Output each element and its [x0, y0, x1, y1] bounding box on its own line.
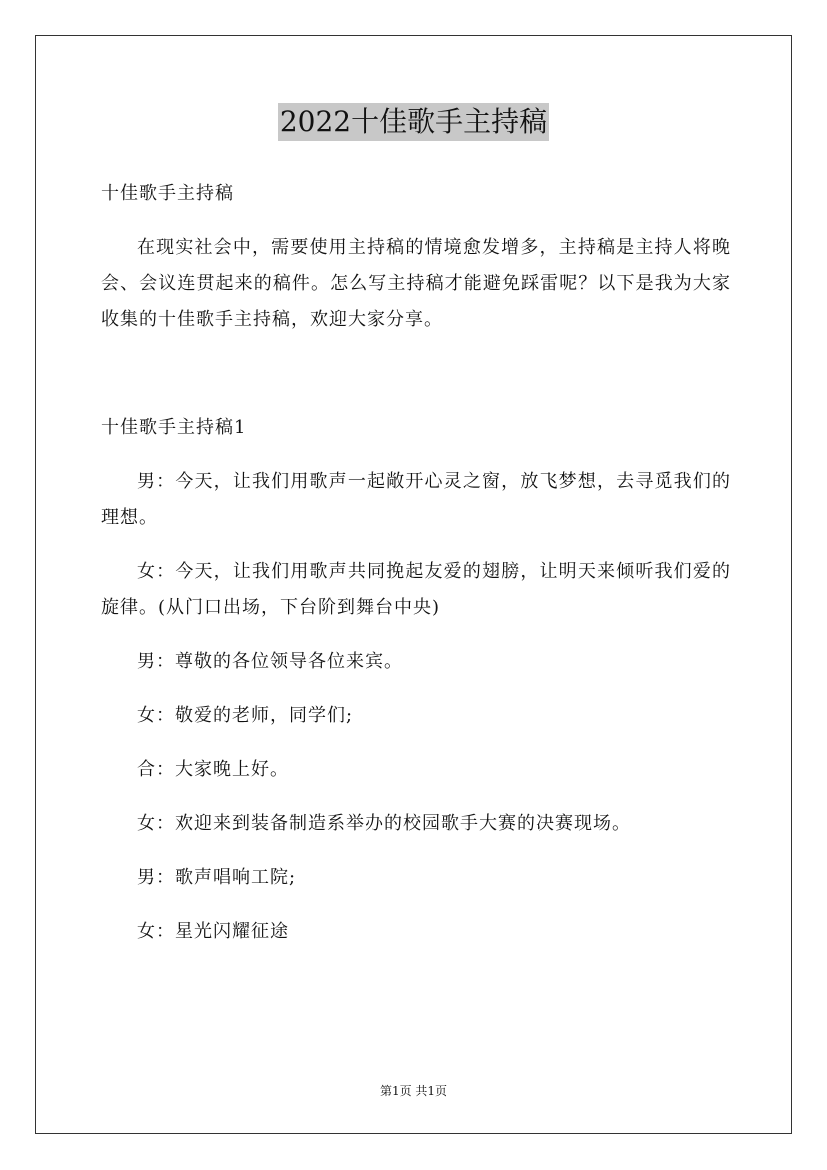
- dialogue-line: 女：敬爱的老师，同学们;: [137, 705, 354, 726]
- dialogue-line: 男：尊敬的各位领导各位来宾。: [137, 651, 403, 672]
- dialogue-line: 女：今天，让我们用歌声共同挽起友爱的翅膀，让明天来倾听我们爱的旋律。(从门口出场，下台阶到舞台中央): [101, 561, 731, 618]
- title-container: [0, 103, 827, 141]
- page-footer: [0, 1082, 827, 1100]
- intro-paragraph: 在现实社会中，需要使用主持稿的情境愈发增多，主持稿是主持人将晚会、会议连贯起来的稿件。怎么写主持稿才能避免踩雷呢？以下是我为大家收集的十佳歌手主持稿，欢迎大家分享。: [101, 237, 731, 330]
- dialogue-line: 女：星光闪耀征途: [137, 921, 289, 942]
- document-body: [101, 176, 731, 968]
- section-spacer: [101, 356, 731, 410]
- intro-heading: 十佳歌手主持稿: [101, 183, 234, 204]
- dialogue-line: 女：欢迎来到装备制造系举办的校园歌手大赛的决赛现场。: [137, 813, 631, 834]
- section-heading: 十佳歌手主持稿1: [101, 417, 247, 438]
- dialogue-line: 合：大家晚上好。: [137, 759, 289, 780]
- dialogue-line: 男：今天，让我们用歌声一起敞开心灵之窗，放飞梦想，去寻觅我们的理想。: [101, 471, 731, 528]
- page-number-label: 第1页 共1页: [379, 1084, 448, 1098]
- dialogue-line: 男：歌声唱响工院;: [137, 867, 297, 888]
- document-title: 2022十佳歌手主持稿: [278, 103, 549, 141]
